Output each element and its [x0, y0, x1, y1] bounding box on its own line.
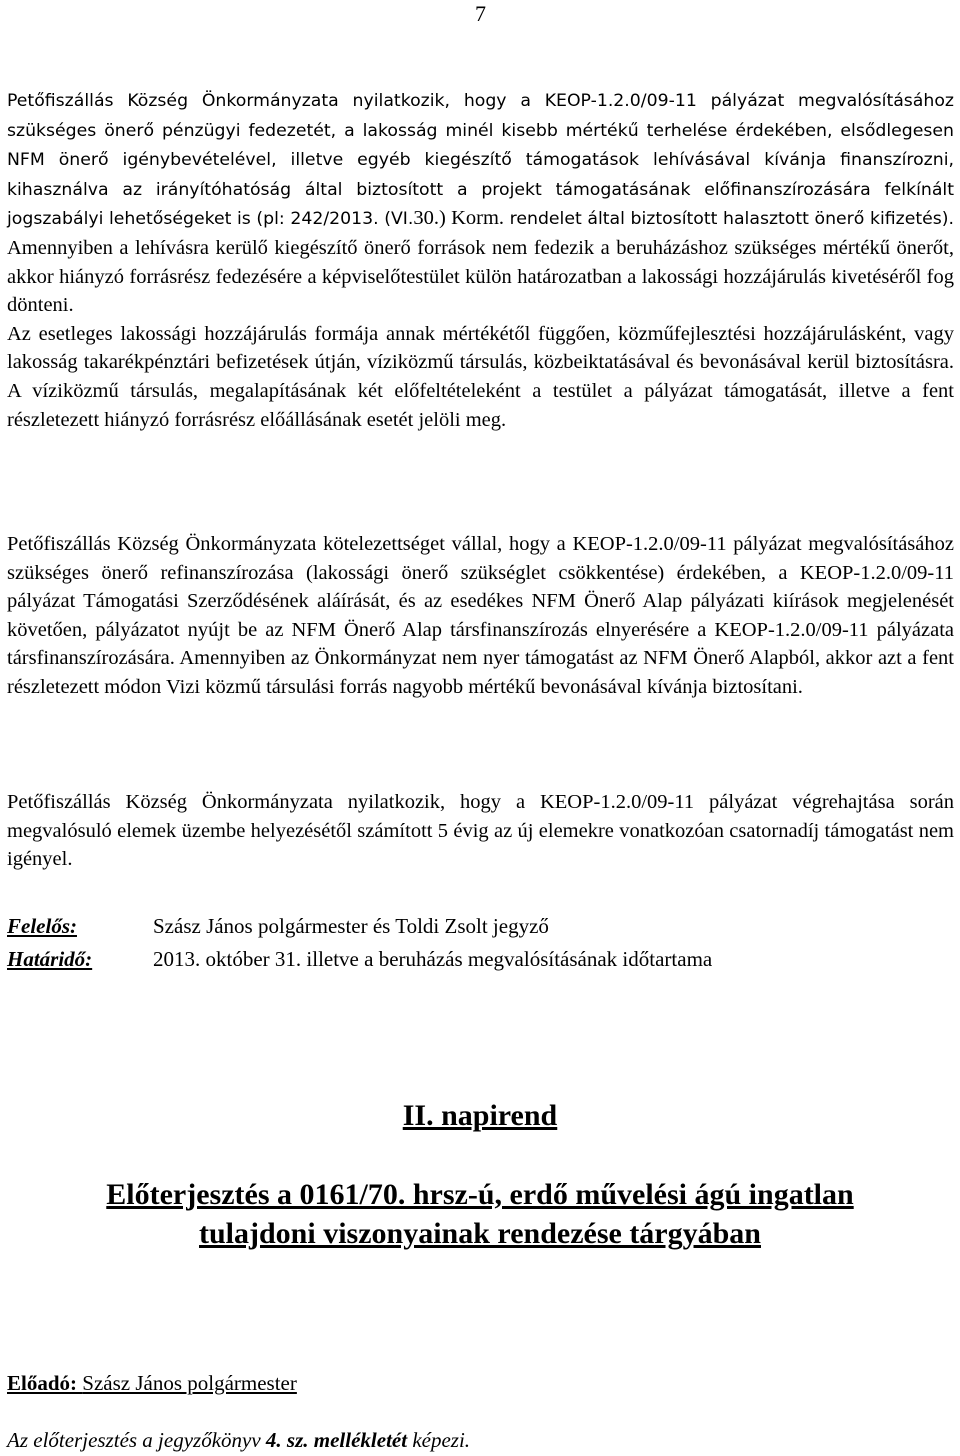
proposal-title: Előterjesztés a 0161/70. hrsz-ú, erdő művelési ágú ingatlan tulajdoni viszonyainak rendezése tárgyában: [106, 1178, 854, 1250]
paragraph-text: Az esetleges lakossági hozzájárulás formája annak mértékétől függően, közműfejlesztési hozzájárulásként, vagy lakosság takarékpénztári befizetések útján, víziközmű társulás, közbeiktatásával és bevonásával kerül biztosításra. A víziközmű társulás, megalapításának két előfeltételeként a testület a pályázat támogatását, illetve a fent részletezett hiányzó forrásrész előállásának esetét jelöli meg.: [7, 322, 954, 431]
paragraph-text: 30.) Korm.: [413, 207, 505, 230]
responsible-label: Felelős:: [7, 914, 77, 938]
attachment-number: 4. sz.: [265, 1428, 309, 1452]
paragraph-sewage-fee: Petőfiszállás Község Önkormányzata nyilatkozik, hogy a KEOP-1.2.0/09-11 pályázat végrehajtása során megvalósuló elemek üzembe helyezésétől számított 5 évig az új elemekre vonatkozóan csatornadíj támogatást nem igényel.: [7, 791, 954, 871]
presenter-label: Előadó:: [7, 1371, 83, 1395]
paragraph-text: Petőfiszállás Község Önkormányzata nyilatkozik, hogy a KEOP-1.2.0/09-11 pályázat megvalósításához szükséges önerő pénzügyi fedezetét, a lakosság minél kisebb mértékű terhelése érdekében, elsődlegesen NFM önerő igénybevételével, illetve egyéb kiegészítő támogatások lehívásával kívánja finanszírozni, kihasználva az irányítóhatóság által biztosított a projekt támogatásának előfinanszírozására felkínált jogszabályi lehetőségeket is (pl: 242/2013. (VI.: [7, 91, 954, 230]
attachment-note-text: Az előterjesztés a jegyzőkönyv: [7, 1428, 266, 1452]
agenda-heading: II. napirend: [402, 1099, 558, 1132]
responsible-row: [7, 913, 549, 939]
attachment-note: [7, 1427, 470, 1453]
deadline-value: 2013. október 31. illetve a beruházás megvalósításának időtartama: [153, 947, 713, 971]
paragraph-self-funding: [7, 86, 954, 434]
attachment-label: mellékletét: [313, 1428, 408, 1452]
attachment-note-text: képezi.: [407, 1428, 471, 1452]
paragraph-text: Amennyiben a lehívásra kerülő kiegészítő önerő források nem fedezik a beruházáshoz szükséges mértékű önerőt, akkor hiányzó forrásrész fedezésére a képviselőtestület külön határozatban a lakossági hozzájárulás kivetéséről fog dönteni.: [7, 236, 954, 317]
paragraph-refinancing: Petőfiszállás Község Önkormányzata kötelezettséget vállal, hogy a KEOP-1.2.0/09-11 pályázat megvalósításához szükséges önerő refinanszírozása (lakossági önerő szükséglet csökkentése) érdekében, a KEOP-1.2.0/09-11 pályázat Támogatási Szerződésének aláírását, és az esedékes NFM Önerő Alap pályázati kiírások megjelenését követően, pályázatot nyújt be az NFM Önerő Alap társfinanszírozás elnyerésére a KEOP-1.2.0/09-11 pályázata társfinanszírozására. Amennyiben az Önkormányzat nem nyer támogatást az NFM Önerő Alapból, akkor azt a fent részletezett módon Vizi közmű társulási forrás nagyobb mértékű bevonásával kívánja biztosítani.: [7, 533, 954, 698]
responsible-value: Szász János polgármester és Toldi Zsolt jegyző: [153, 914, 549, 938]
paragraph-text: rendelet által biztosított halasztott önerő kifizetés).: [504, 209, 955, 230]
presenter-name: Szász János polgármester: [82, 1371, 297, 1395]
page-number: 7: [475, 1, 486, 26]
deadline-label: Határidő:: [7, 947, 93, 971]
deadline-row: [7, 946, 712, 972]
presenter-line: [7, 1370, 297, 1396]
